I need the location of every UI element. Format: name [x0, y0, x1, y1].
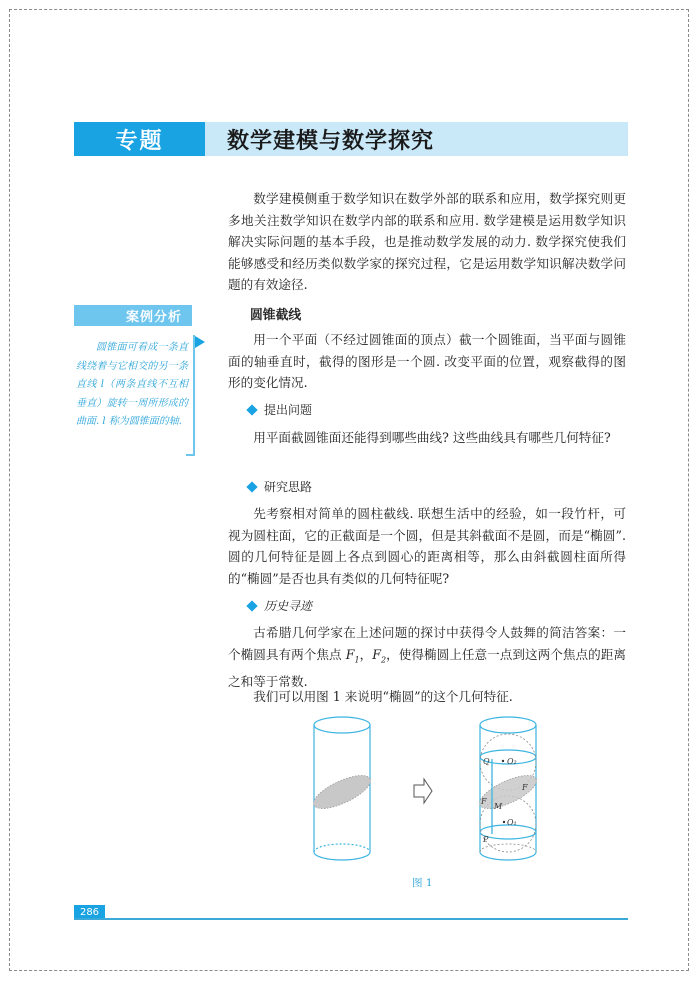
footer-rule: [74, 918, 628, 920]
subhead-pose-question: [248, 401, 312, 418]
oblique-section-ellipse: [475, 769, 540, 815]
diamond-bullet-icon: [246, 404, 257, 415]
flag-icon: [195, 336, 205, 348]
text-span: ，: [359, 646, 373, 662]
svg-text:F: F: [481, 797, 487, 806]
svg-text:Q: Q: [483, 757, 490, 766]
focus-f2: $F_2$: [372, 646, 387, 665]
subhead-label: 提出问题: [264, 403, 313, 417]
oblique-section-ellipse: [309, 769, 374, 815]
focus-f1: $F_1$: [345, 646, 360, 665]
text-span: ，使得椭圆上任意一点到这两个焦点的距离之和等于常数.: [228, 646, 627, 689]
text-span: 古希腊几何学家在上述问题的探讨中获得令人鼓舞的简洁答案：一个椭圆具有两个焦点: [228, 625, 626, 662]
section-paragraph-1: 用一个平面（不经过圆锥面的顶点）截一个圆锥面，当平面与圆锥面的轴垂直时，截得的图形是一个圆. 改变平面的位置，观察截得的图形的变化情况.: [228, 332, 626, 390]
svg-text:P: P: [483, 835, 489, 844]
section-paragraph-2: 用平面截圆锥面还能得到哪些曲线? 这些曲线具有哪些几何特征?: [253, 430, 611, 445]
sidebar-rule: [193, 335, 195, 455]
implies-arrow-icon: [414, 779, 432, 803]
subhead-label: 历史寻迹: [264, 599, 313, 613]
figure-caption: 图 1: [412, 877, 433, 889]
diamond-bullet-icon: [246, 481, 257, 492]
section-paragraph-4: [228, 622, 626, 692]
subhead-research-approach: [248, 478, 312, 495]
svg-text:M: M: [494, 802, 503, 811]
section-paragraph-3: 先考察相对简单的圆柱截线. 联想生活中的经验，如一段竹杆，可视为圆柱面，它的正截面是一个圆，但是其斜截面不是圆，而是“椭圆”. 圆的几何特征是圆上各点到圆心的距离相等，那么由斜截圆柱面所得的“椭圆”是否也具有类似的几何特征呢?: [228, 506, 626, 586]
page-number: 286: [74, 905, 105, 919]
section-title: 圆锥截线: [250, 308, 302, 323]
sidebar-rule-foot: [186, 454, 195, 456]
svg-text:F: F: [522, 783, 528, 792]
section-paragraph-5: 我们可以用图 1 来说明“椭圆”的这个几何特征.: [253, 689, 513, 704]
header-tag: 专题: [74, 122, 205, 156]
figure-cylinder-sections: [300, 712, 580, 872]
subhead-label: 研究思路: [264, 480, 313, 494]
diamond-bullet-icon: [246, 600, 257, 611]
svg-text:O₁: O₁: [507, 818, 517, 827]
sidebar-tag: 案例分析: [74, 305, 192, 326]
chapter-header: [74, 122, 628, 156]
sidebar-note: 圆锥面可看成一条直线绕着与它相交的另一条直线 l（两条直线不互相垂直）旋转一周所形成的曲面. l 称为圆锥面的轴.: [76, 342, 188, 427]
page-title: 数学建模与数学探究: [205, 122, 628, 156]
intro-paragraph: 数学建模侧重于数学知识在数学外部的联系和应用，数学探究则更多地关注数学知识在数学内部的联系和应用. 数学建模是运用数学知识解决实际问题的基本手段，也是推动数学发展的动力. 数学探究使我们能够感受和经历类似数学家的探究过程，它是运用数学知识解决数学问题的有效途径.: [228, 191, 626, 292]
svg-text:O₂: O₂: [507, 757, 517, 766]
subhead-history: [248, 597, 312, 614]
